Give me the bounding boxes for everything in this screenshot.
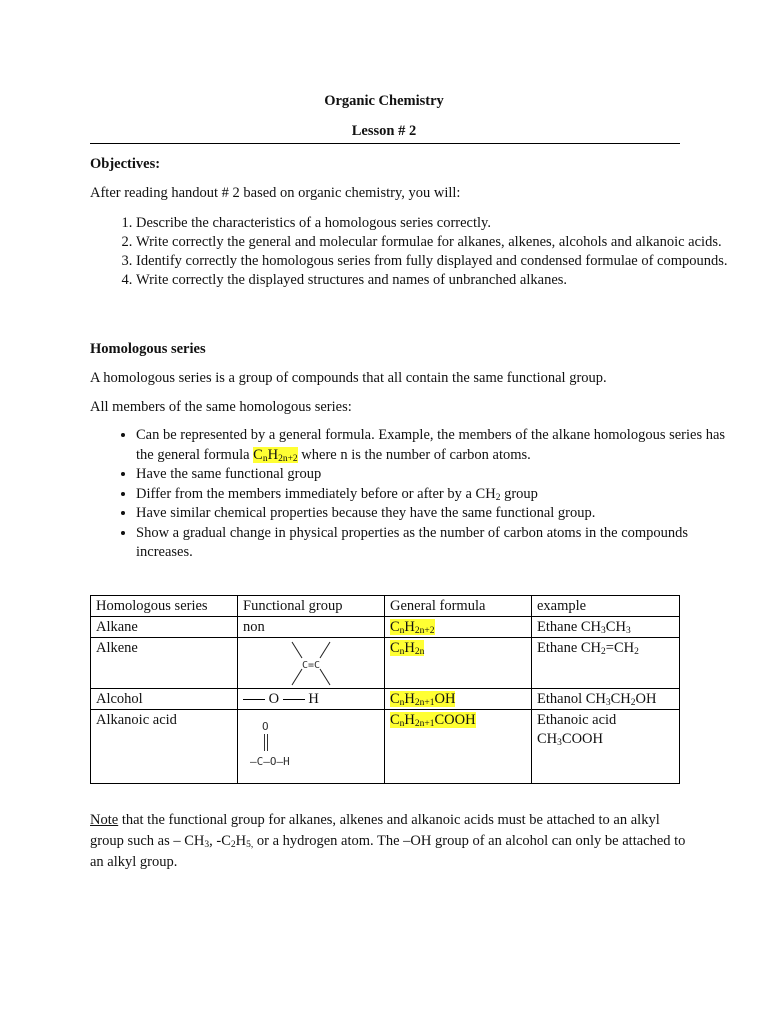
example: Ethane $CH_2=CH_2$ [532, 638, 680, 689]
objective-item: 1. Describe the characteristics of a homologous series correctly. [136, 214, 736, 233]
general-formula: $C_nH_{2n}$ [385, 638, 532, 689]
alkene-structure-diagram [238, 638, 384, 688]
homologous-heading: Homologous series [90, 341, 206, 357]
table-row [91, 638, 680, 689]
bullet-item: • Show a gradual change in physical properties as the number of carbon atoms in the compounds increases. [136, 524, 736, 563]
header-rule [90, 143, 680, 144]
functional-group [238, 689, 385, 710]
carboxyl-chain-label: –C–O–H [250, 755, 290, 768]
bullet-text: where n is the number of carbon atoms. [297, 446, 531, 463]
bullet-item: • Have the same functional group [136, 465, 736, 485]
series-name: Alkane [91, 617, 238, 638]
lesson-number: Lesson # 2 [351, 123, 417, 139]
bullet-text: Can be represented by a general formula. Example, the members of the alkane homologous series has the general formula [136, 427, 726, 463]
table-header-cell: example [532, 596, 680, 617]
example: Ethane $CH_3CH_3$ [532, 617, 680, 638]
functional-group [238, 638, 385, 689]
alcohol-oxygen: O [268, 691, 280, 707]
general-formula: $C_nH_{2n+1}OH$ [385, 689, 532, 710]
bullet-item: • Differ from the members immediately before or after by a $CH_2$ group [136, 485, 736, 505]
note-paragraph: Note that the functional group for alkanes, alkenes and alkanoic acids must be attached to an alkyl group such as – $CH_3$, $-C_2H_{5,}$ or a hydrogen atom. The –OH group of an alcohol can only be attached to an alkyl group. [90, 812, 686, 870]
table-header-cell: General formula [385, 596, 532, 617]
carboxyl-structure-diagram [238, 710, 384, 783]
document-title: Organic Chemistry [324, 93, 444, 109]
homologous-definition: A homologous series is a group of compounds that all contain the same functional group. [90, 370, 607, 386]
table-header-cell: Functional group [238, 596, 385, 617]
table-row [91, 710, 680, 784]
table-header-cell: Homologous series [91, 596, 238, 617]
bond-line [283, 699, 305, 700]
objectives-heading: Objectives: [90, 156, 161, 172]
bond-line [243, 699, 265, 700]
example: Ethanol $CH_3CH_2OH$ [532, 689, 680, 710]
general-formula: $C_nH_{2n+2}$ [385, 617, 532, 638]
objectives-intro: After reading handout # 2 based on organic chemistry, you will: [90, 185, 461, 201]
objective-item: 3. Identify correctly the homologous series from fully displayed and condensed formulae of compounds. [136, 252, 736, 271]
members-intro: All members of the same homologous series: [90, 399, 352, 415]
note-lead: Note [90, 812, 119, 828]
general-formula: $C_nH_{2n+1}COOH$ [385, 710, 532, 784]
alkane-general-formula: $C_nH_{2n+2}$ [253, 446, 298, 464]
alcohol-hydrogen: H [308, 691, 319, 707]
objective-item: 4. Write correctly the displayed structures and names of unbranched alkanes. [136, 271, 736, 290]
series-name: Alkene [91, 638, 238, 689]
homologous-series-table [90, 595, 680, 784]
table-header-row [91, 596, 680, 617]
bullet-item [136, 426, 736, 465]
series-name: Alcohol [91, 689, 238, 710]
objective-item: 2. Write correctly the general and molecular formulae for alkanes, alkenes, alcohols and alkanoic acids. [136, 233, 736, 252]
example: Ethanoic acid $CH_3COOH$ [532, 710, 680, 784]
objectives-list [90, 214, 736, 290]
table-row [91, 617, 680, 638]
functional-group [238, 710, 385, 784]
bullet-item: • Have similar chemical properties because they have the same functional group. [136, 504, 736, 524]
series-name: Alkanoic acid [91, 710, 238, 784]
functional-group: non [238, 617, 385, 638]
members-bullet-list [90, 426, 736, 563]
table-row [91, 689, 680, 710]
alkene-group-label: C=C [301, 660, 321, 671]
carbonyl-oxygen: O [262, 720, 269, 733]
